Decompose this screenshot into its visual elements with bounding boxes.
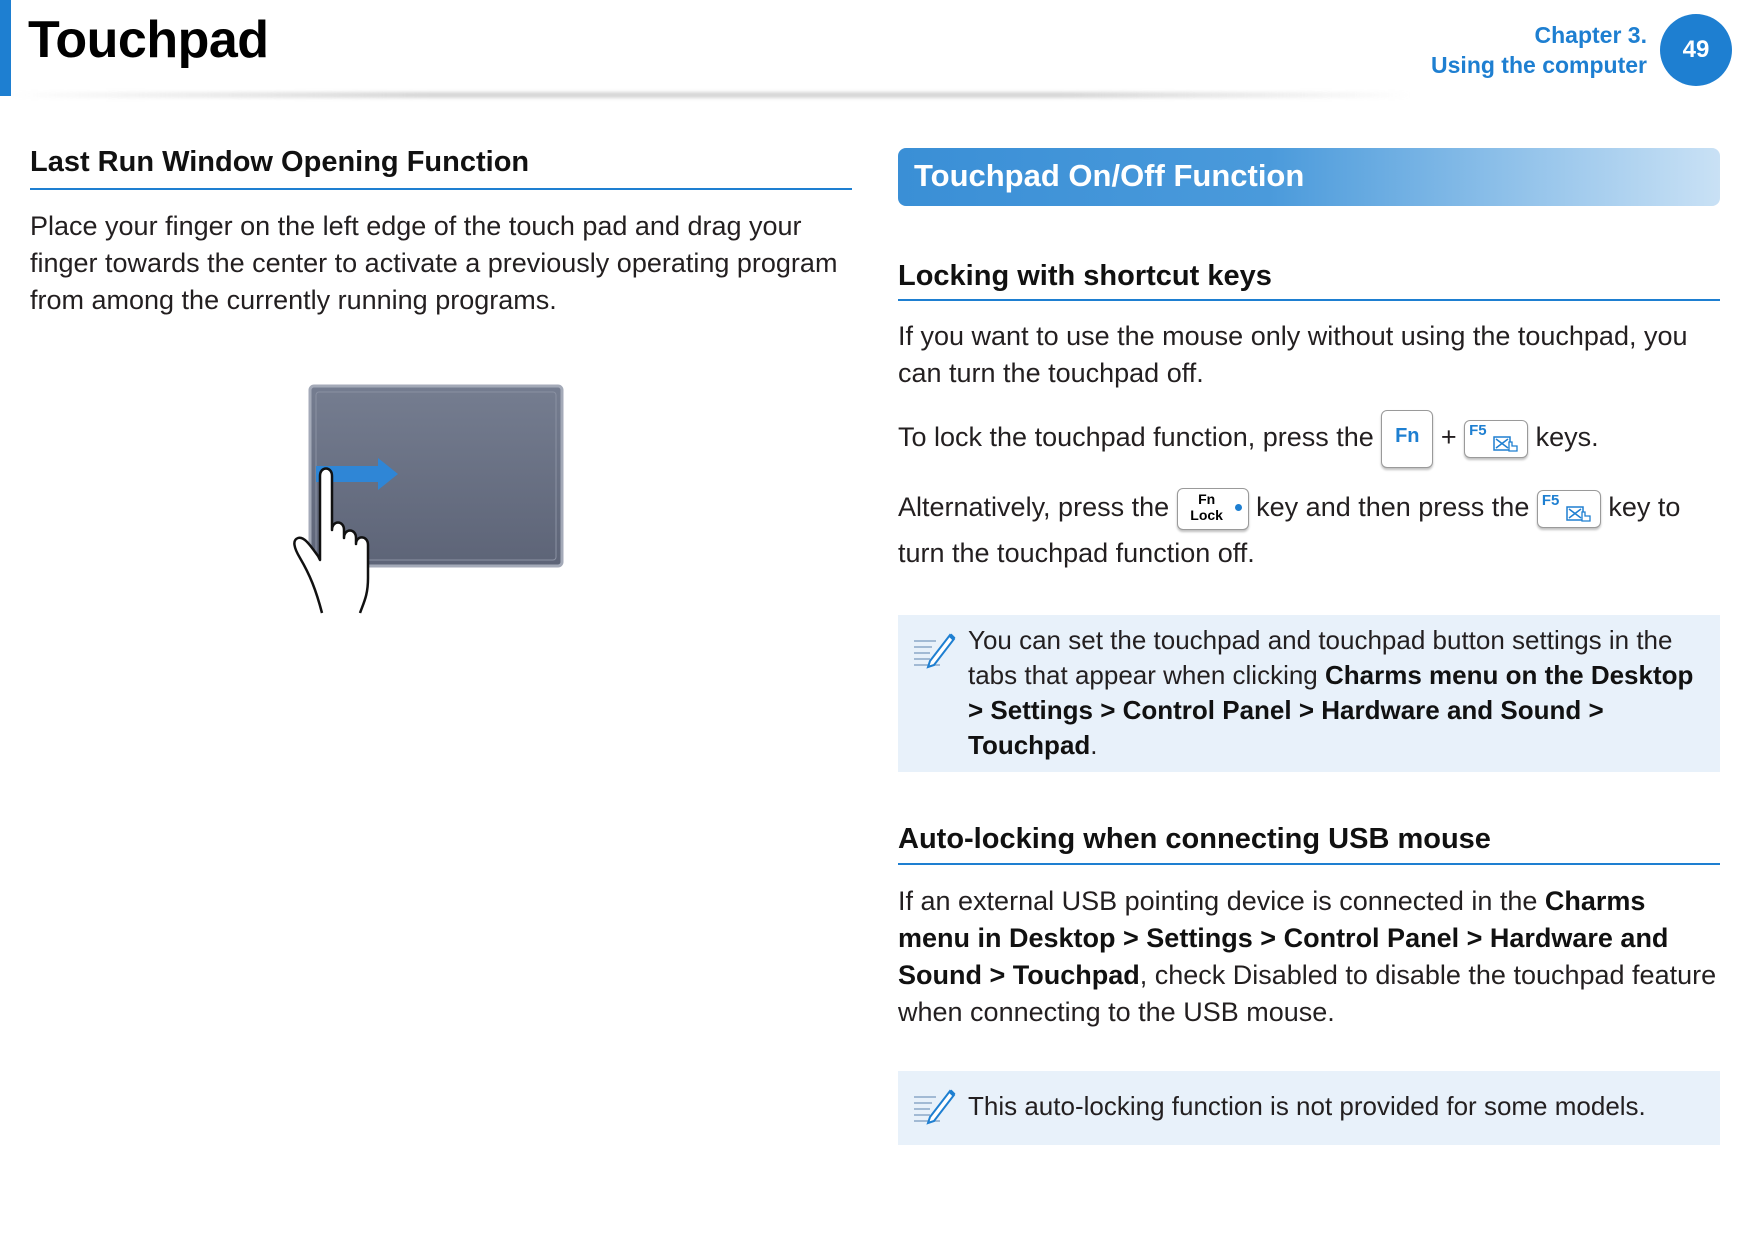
fn-lock-key-icon: Fn Lock bbox=[1177, 488, 1249, 530]
chapter-label bbox=[1431, 20, 1647, 80]
note-settings-text: You can set the touchpad and touchpad button settings in the tabs that appear when clicking Charms menu on the Desktop > Settings > Control Panel > Hardware and Sound > Touchpad. bbox=[968, 625, 1694, 760]
f5-key-icon-2: F5 bbox=[1537, 490, 1601, 528]
plus-sign: + bbox=[1440, 422, 1457, 453]
usb-heading: Auto-locking when connecting USB mouse bbox=[898, 823, 1491, 855]
alt-suffix: key to bbox=[1608, 492, 1681, 523]
note-box-usb bbox=[898, 1071, 1720, 1145]
note-pencil-icon-2 bbox=[910, 1085, 956, 1127]
chapter-number: Chapter 3. bbox=[1534, 22, 1647, 48]
section-banner bbox=[898, 148, 1720, 206]
alt-shortcut-line bbox=[898, 488, 1680, 530]
shortcut-suffix: keys. bbox=[1535, 422, 1599, 453]
page-number-badge: 49 bbox=[1660, 14, 1732, 86]
left-section-heading: Last Run Window Opening Function bbox=[30, 146, 530, 178]
usb-heading-rule bbox=[898, 863, 1720, 865]
alt-mid: key and then press the bbox=[1256, 492, 1530, 523]
header-accent-bar bbox=[0, 0, 11, 96]
left-section-body: Place your finger on the left edge of the touch pad and drag your finger towards the center to activate a previously operating program from among the currently running programs. bbox=[30, 211, 838, 315]
fn-key-icon: Fn bbox=[1381, 410, 1433, 468]
left-heading-rule bbox=[30, 188, 852, 190]
touchpad-swipe-illustration bbox=[280, 380, 580, 620]
chapter-title: Using the computer bbox=[1431, 52, 1647, 78]
lock-heading-rule bbox=[898, 299, 1720, 301]
page-title: Touchpad bbox=[28, 11, 269, 69]
alt-prefix: Alternatively, press the bbox=[898, 492, 1170, 523]
lock-body: If you want to use the mouse only without using the touchpad, you can turn the touchpad off. bbox=[898, 321, 1688, 388]
f5-key-icon: F5 bbox=[1464, 420, 1528, 458]
usb-body: If an external USB pointing device is connected in the Charms menu in Desktop > Settings > Control Panel > Hardware and Sound > Touchpad, check Disabled to disable the touchpad feature when connecting to the USB mouse. bbox=[898, 886, 1717, 1027]
note-box-settings bbox=[898, 615, 1720, 772]
note-pencil-icon bbox=[910, 629, 956, 671]
banner-title: Touchpad On/Off Function bbox=[914, 158, 1305, 193]
shortcut-prefix: To lock the touchpad function, press the bbox=[898, 422, 1374, 453]
alt-line-2: turn the touchpad function off. bbox=[898, 538, 1255, 568]
shortcut-line bbox=[898, 410, 1599, 468]
header-divider bbox=[11, 92, 1411, 98]
lock-heading: Locking with shortcut keys bbox=[898, 260, 1272, 292]
note-usb-text: This auto-locking function is not provided for some models. bbox=[968, 1091, 1646, 1121]
